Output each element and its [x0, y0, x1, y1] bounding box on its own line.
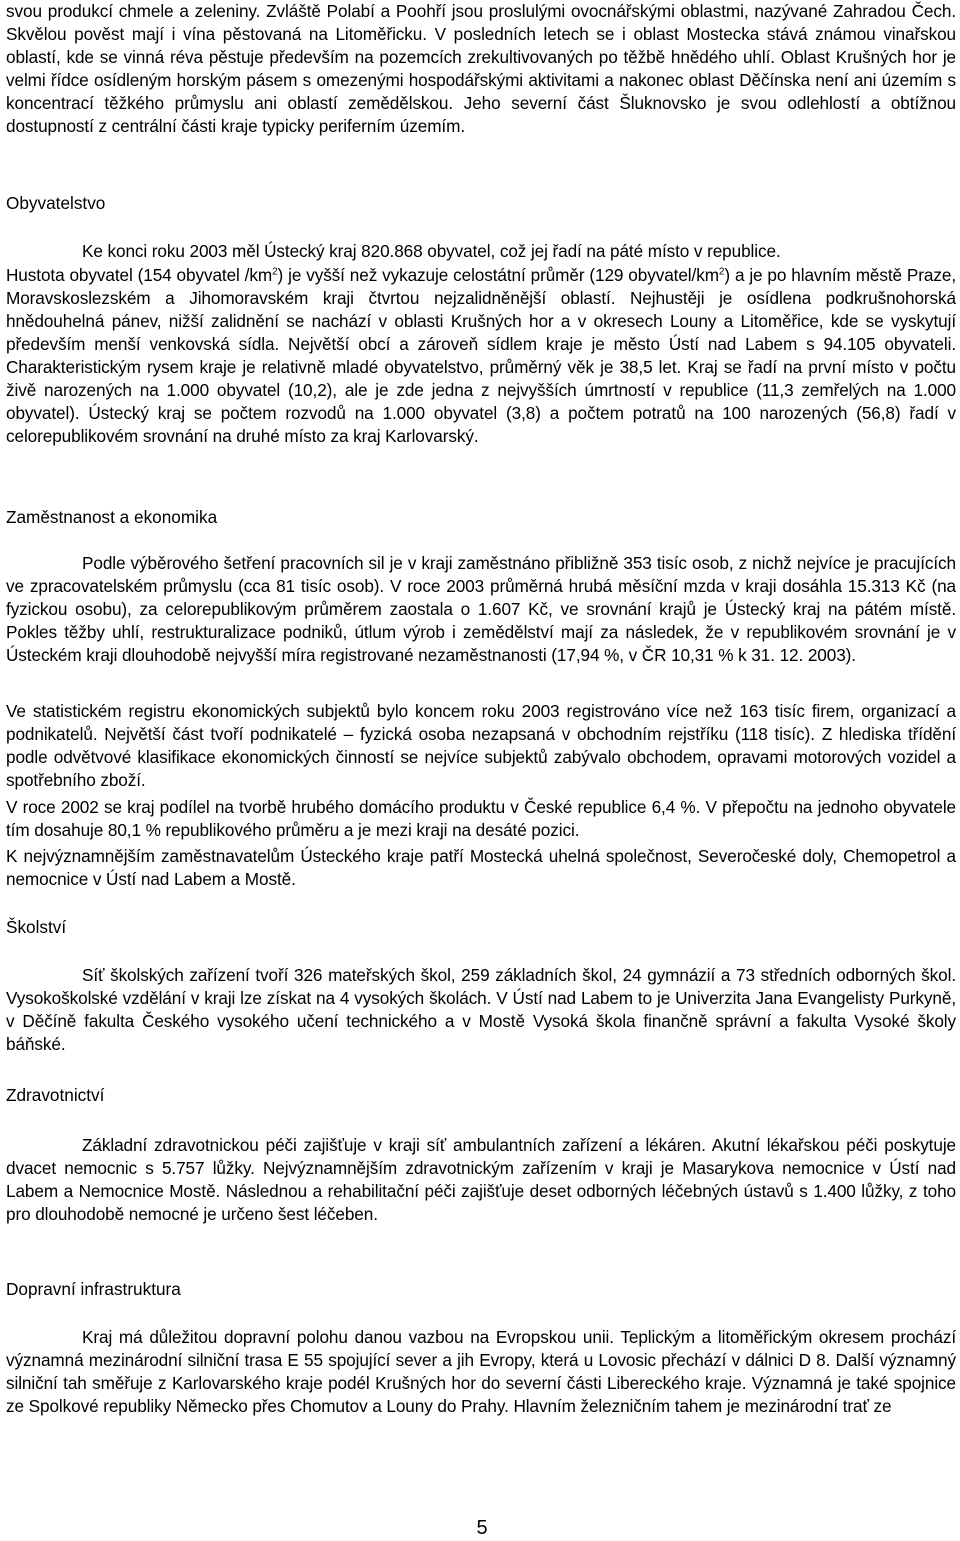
paragraph-zamestnanost-3: V roce 2002 se kraj podílel na tvorbě hrubého domácího produktu v České republice 6,4 %. V přepočtu na jednoho obyvatele tím dosahuje 80,1 % republikového průměru a je mezi kraji na desáté pozici. [6, 797, 956, 840]
paragraph-zamestnanost-1: Podle výběrového šetření pracovních sil je v kraji zaměstnáno přibližně 353 tisíc osob, z nichž nejvíce je pracujících ve zpracovatelském průmyslu (cca 81 tisíc osob). V roce 2003 průměrná hrubá měsíční mzda v kraji dosáhla 15.313 Kč (na fyzickou osobu), za celorepublikovým průměrem zaostala o 1.607 Kč, ve srovnání krajů je Ústecký kraj na pátém místě. Pokles těžby uhlí, restrukturalizace podniků, útlum výrob i zemědělství mají za následek, že v republikovém srovnání je v Ústeckém kraji dlouhodobě nejvyšší míra registrované nezaměstnanosti (17,94 %, v ČR 10,31 % k 31. 12. 2003). [6, 553, 956, 665]
heading-obyvatelstvo: Obyvatelstvo [6, 193, 106, 213]
paragraph-zamestnanost-4: K nejvýznamnějším zaměstnavatelům Ústeckého kraje patří Mostecká uhelná společnost, Severočeské doly, Chemopetrol a nemocnice v Ústí nad Labem a Mostě. [6, 846, 956, 889]
paragraph-obyvatelstvo-1: Ke konci roku 2003 měl Ústecký kraj 820.868 obyvatel, což jej řadí na páté místo v republice. [82, 241, 781, 261]
heading-doprava: Dopravní infrastruktura [6, 1279, 181, 1299]
text-span: Hustota obyvatel (154 obyvatel /km [6, 265, 273, 285]
paragraph-zamestnanost-2: Ve statistickém registru ekonomických subjektů bylo koncem roku 2003 registrováno více než 163 tisíc firem, organizací a podnikatelů. Největší část tvoří podnikatelé – fyzická osoba nezapsaná v obchodním rejstříku (118 tisíc). Z hlediska třídění podle odvětvové klasifikace ekonomických činností se nejvíce subjektů zabývalo obchodem, opravami motorových vozidel a spotřebního zboží. [6, 701, 956, 790]
paragraph-skolstvi: Síť školských zařízení tvoří 326 mateřských škol, 259 základních škol, 24 gymnázií a 73 středních odborných škol. Vysokoškolské vzdělání v kraji lze získat na 4 vysokých školách. V Ústí nad Labem to je Univerzita Jana Evangelisty Purkyně, v Děčíně fakulta Českého vysokého učení technického a v Mostě Vysoká škola finančně správní a fakulta Vysoké školy báňské. [6, 965, 956, 1054]
superscript: 2 [272, 266, 278, 278]
text-span: ) a je po hlavním městě Praze, Moravskoslezském a Jihomoravském kraji čtvrtou nejzalidněnější oblastí. Nejhustěji je osídlena podkrušnohorská hnědouhelná pánev, nižší zalidnění se nachází v oblasti Krušných hor a v okresech Louny a Litoměřice, kde se vyskytují především menší venkovská sídla. Největší obcí a zároveň sídlem kraje je město Ústí nad Labem s 94.105 obyvateli. Charakteristickým rysem kraje je relativně mladé obyvatelstvo, průměrný věk je 38,5 let. Kraj se řadí na první místo v počtu živě narozených na 1.000 obyvatel (10,2), ale je zde jedna z nejvyšších úmrtností v republice (11,3 zemřelých na 1.000 obyvatel). Ústecký kraj se počtem rozvodů na 1.000 obyvatel (3,8) a počtem potratů na 100 narozených (56,8) řadí v celorepublikovém srovnání na druhé místo za kraj Karlovarský. [6, 265, 956, 446]
heading-zdravotnictvi: Zdravotnictví [6, 1085, 105, 1105]
paragraph-zdravotnictvi: Základní zdravotnickou péči zajišťuje v kraji síť ambulantních zařízení a lékáren. Akutní lékařskou péči poskytuje dvacet nemocnic s 5.757 lůžky. Nejvýznamnějším zdravotnickým zařízením v kraji je Masarykova nemocnice v Ústí nad Labem a Nemocnice Mostě. Následnou a rehabilitační péči zajišťuje deset odborných léčebných ústavů s 1.400 lůžky, z toho pro dlouhodobě nemocné je určeno šest léčeben. [6, 1135, 956, 1224]
text-span: ) je vyšší než vykazuje celostátní průměr (129 obyvatel/km [277, 265, 719, 285]
paragraph-doprava: Kraj má důležitou dopravní polohu danou vazbou na Evropskou unii. Teplickým a litoměřickým okresem prochází významná mezinárodní silniční trasa E 55 spojující sever a jih Evropy, která u Lovosic přechází v dálnici D 8. Další významný silniční tah směřuje z Karlovarského kraje podél Krušných hor do severní části Libereckého kraje. Významná je také spojnice ze Spolkové republiky Německo přes Chomutov a Louny do Prahy. Hlavním železničním tahem je mezinárodní trať ze [6, 1327, 956, 1416]
superscript: 2 [718, 266, 725, 278]
page-number: 5 [476, 1517, 488, 1539]
heading-skolstvi: Školství [6, 917, 67, 937]
heading-zamestnanost: Zaměstnanost a ekonomika [6, 507, 218, 527]
paragraph-intro: svou produkcí chmele a zeleniny. Zvláště Polabí a Poohří jsou proslulými ovocnářskými oblastmi, nazývané Zahradou Čech. Skvělou pověst mají i vína pěstovaná na Litoměřicku. V posledních letech se i oblast Mostecka stává známou vinařskou oblastí, kde se vinná réva pěstuje především na pozemcích zrekultivovaných po těžbě hnědého uhlí. Oblast Krušných hor je velmi řídce osídleným horským pásem s omezenými hospodářskými aktivitami a nakonec oblast Děčínska není ani územím s koncentrací těžkého průmyslu ani oblastí zemědělskou. Jeho severní část Šluknovsko je svou odlehlostí a obtížnou dostupností z centrální části kraje typicky periferním územím. [6, 1, 956, 136]
paragraph-obyvatelstvo-2 [6, 264, 956, 448]
